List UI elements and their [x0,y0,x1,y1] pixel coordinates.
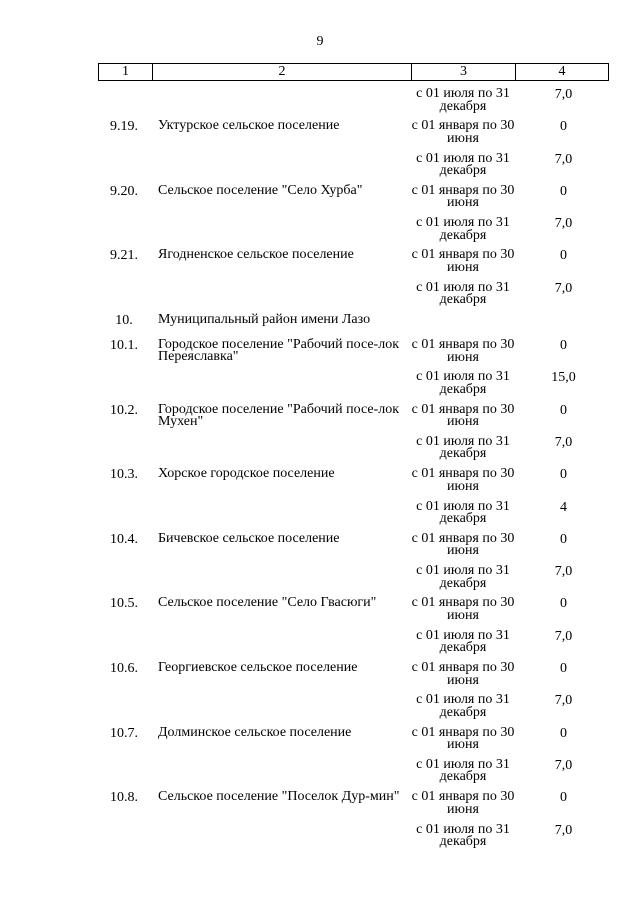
value-cell: 7,0 [554,151,573,167]
table-row [98,247,609,279]
row-number: 10.1. [110,338,138,354]
row-number: 9.20. [110,183,138,199]
settlement-name: Городское поселение "Рабочий посе-лок Мухен" [158,401,400,429]
row-number: 10.7. [110,725,138,741]
table-row [98,757,609,789]
settlement-name: Уктурское сельское поселение [158,118,340,134]
period-cell: с 01 июля по 31 декабря [416,692,510,720]
header-col-4: 4 [558,64,566,79]
table-row [98,86,609,118]
period-cell: с 01 января по 30 июня [411,247,515,275]
header-col-1: 1 [99,64,153,80]
row-number: 9.21. [110,248,138,264]
value-cell: 0 [560,248,567,264]
table-row [98,151,609,183]
table-row [98,280,609,312]
settlement-name: Городское поселение "Рабочий посе-лок Переяславка" [158,337,400,365]
settlement-name: Сельское поселение "Село Хурба" [158,182,363,198]
period-cell: с 01 января по 30 июня [411,118,515,146]
table-row [98,660,609,692]
table-row [98,337,609,369]
value-cell: 0 [560,725,567,741]
table-row [98,499,609,531]
row-number: 10.5. [110,596,138,612]
table-row [98,402,609,434]
table-row [98,183,609,215]
table-header [98,63,609,81]
row-number: 10.6. [110,661,138,677]
period-cell: с 01 июля по 31 декабря [416,279,510,308]
table-row [98,369,609,401]
period-cell: с 01 июля по 31 декабря [416,498,510,527]
period-cell: с 01 января по 30 июня [411,466,515,494]
period-cell: с 01 июля по 31 декабря [416,86,510,114]
settlement-name: Ягодненское сельское поселение [158,247,354,263]
period-cell: с 01 июля по 31 декабря [416,627,510,656]
value-cell: 7,0 [554,693,573,709]
period-cell: с 01 января по 30 июня [411,182,515,211]
value-cell: 7,0 [554,280,573,296]
value-cell: 7,0 [554,628,573,644]
period-cell: с 01 января по 30 июня [411,401,515,430]
period-cell: с 01 июля по 31 декабря [416,756,510,785]
value-cell: 7,0 [554,216,573,232]
table-row [98,595,609,627]
table-group-row [98,312,609,337]
value-cell: 0 [560,790,567,806]
period-cell: с 01 января по 30 июня [411,530,515,559]
table-row [98,215,609,247]
row-number: 10.2. [110,402,138,418]
value-cell: 0 [560,338,567,354]
row-number: 10.4. [110,531,138,547]
period-cell: с 01 января по 30 июня [411,660,515,688]
table-body [98,86,609,854]
period-cell: с 01 января по 30 июня [411,595,515,623]
period-cell: с 01 июля по 31 декабря [416,563,510,591]
period-cell: с 01 июля по 31 декабря [416,369,510,397]
settlement-name: Сельское поселение "Поселок Дур-мин" [158,789,400,805]
value-cell: 0 [560,661,567,677]
settlement-name: Хорское городское поселение [158,466,335,482]
settlement-name: Георгиевское сельское поселение [158,660,358,676]
table-row [98,531,609,563]
period-cell: с 01 января по 30 июня [411,789,515,817]
value-cell: 7,0 [554,87,573,102]
settlement-name: Сельское поселение "Село Гвасюги" [158,595,377,611]
value-cell: 0 [560,183,567,199]
period-cell: с 01 января по 30 июня [411,724,515,753]
value-cell: 0 [560,119,567,135]
row-number: 10.8. [110,790,138,806]
period-cell: с 01 июля по 31 декабря [416,150,510,179]
period-cell: с 01 июля по 31 декабря [416,215,510,243]
row-number: 10.3. [110,467,138,483]
header-col-2: 2 [153,64,412,80]
row-number: 10. [115,313,133,329]
period-cell: с 01 июля по 31 декабря [416,433,510,462]
table-row [98,789,609,821]
value-cell: 0 [560,402,567,418]
table-row [98,628,609,660]
row-number: 9.19. [110,119,138,135]
table-row [98,822,609,854]
table-row [98,725,609,757]
value-cell: 7,0 [554,757,573,773]
period-cell: с 01 июля по 31 декабря [416,821,510,850]
value-cell: 4 [560,499,567,515]
settlement-name: Бичевское сельское поселение [158,530,340,546]
period-cell: с 01 января по 30 июня [411,337,515,365]
table-row [98,692,609,724]
settlement-name: Долминское сельское поселение [158,724,352,740]
table-row [98,466,609,498]
value-cell: 7,0 [554,434,573,450]
header-col-3: 3 [412,64,516,80]
value-cell: 0 [560,596,567,612]
value-cell: 7,0 [554,822,573,838]
value-cell: 15,0 [551,370,576,386]
value-cell: 7,0 [554,564,573,580]
page-number: 9 [316,34,324,49]
value-cell: 0 [560,467,567,483]
table-row [98,118,609,150]
value-cell: 0 [560,531,567,547]
settlement-name: Муниципальный район имени Лазо [158,312,371,328]
table-row [98,563,609,595]
table-row [98,434,609,466]
